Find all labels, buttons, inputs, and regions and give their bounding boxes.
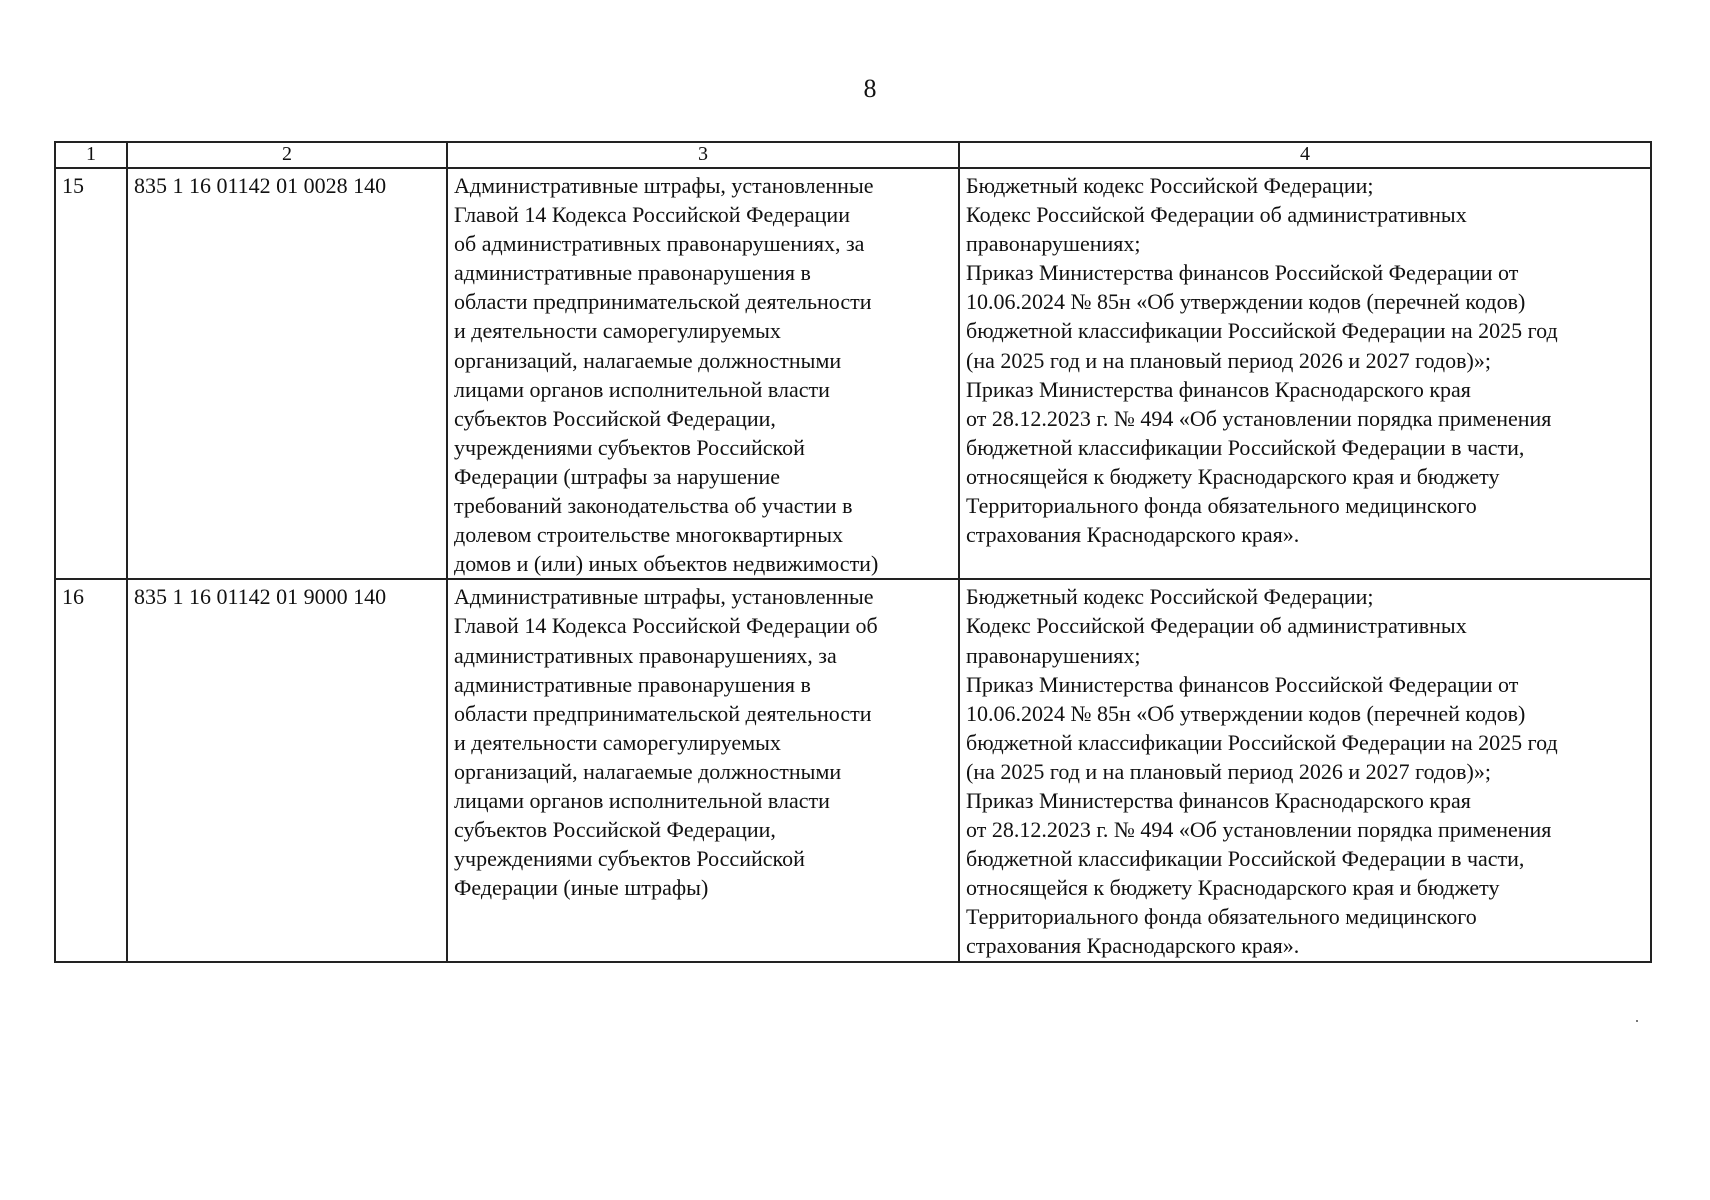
legal-basis: Бюджетный кодекс Российской Федерации; Кодекс Российской Федерации об административных правонарушениях; Приказ Министерства финансов Российской Федерации от 10.06.2024 № 85н «Об утверждении кодов (перечней кодов) бюджетной классификации Российской Федерации на 2025 год (на 2025 год и на плановый период 2026 и 2027 годов)»; Приказ Министерства финансов Краснодарского края от 28.12.2023 г. № 494 «Об установлении порядка применения бюджетной классификации Российской Федерации в части, относящейся к бюджету Краснодарского края и бюджету Территориального фонда обязательного медицинского страхования Краснодарского края». — [959, 168, 1651, 579]
income-description: Административные штрафы, установленные Главой 14 Кодекса Российской Федерации об административных правонарушениях, за административные правонарушения в области предпринимательской деятельности и деятельности саморегулируемых организаций, налагаемые должностными лицами органов исполнительной власти субъектов Российской Федерации, учреждениями субъектов Российской Федерации (штрафы за нарушение требований законодательства об участии в долевом строительстве многоквартирных домов и (или) иных объектов недвижимости) — [447, 168, 959, 579]
row-number: 16 — [55, 579, 127, 961]
row-number: 15 — [55, 168, 127, 579]
column-header-4: 4 — [959, 142, 1651, 168]
table-header-row — [55, 142, 1651, 168]
column-header-1: 1 — [55, 142, 127, 168]
column-header-3: 3 — [447, 142, 959, 168]
scan-speck — [1636, 1020, 1638, 1022]
table-row — [55, 579, 1651, 961]
budget-classification-code: 835 1 16 01142 01 9000 140 — [127, 579, 447, 961]
budget-codes-table — [54, 141, 1652, 963]
column-header-2: 2 — [127, 142, 447, 168]
income-description: Административные штрафы, установленные Главой 14 Кодекса Российской Федерации об административных правонарушениях, за административные правонарушения в области предпринимательской деятельности и деятельности саморегулируемых организаций, налагаемые должностными лицами органов исполнительной власти субъектов Российской Федерации, учреждениями субъектов Российской Федерации (иные штрафы) — [447, 579, 959, 961]
budget-classification-code: 835 1 16 01142 01 0028 140 — [127, 168, 447, 579]
table-row — [55, 168, 1651, 579]
page-number: 8 — [863, 74, 877, 103]
legal-basis: Бюджетный кодекс Российской Федерации; Кодекс Российской Федерации об административных правонарушениях; Приказ Министерства финансов Российской Федерации от 10.06.2024 № 85н «Об утверждении кодов (перечней кодов) бюджетной классификации Российской Федерации на 2025 год (на 2025 год и на плановый период 2026 и 2027 годов)»; Приказ Министерства финансов Краснодарского края от 28.12.2023 г. № 494 «Об установлении порядка применения бюджетной классификации Российской Федерации в части, относящейся к бюджету Краснодарского края и бюджету Территориального фонда обязательного медицинского страхования Краснодарского края». — [959, 579, 1651, 961]
